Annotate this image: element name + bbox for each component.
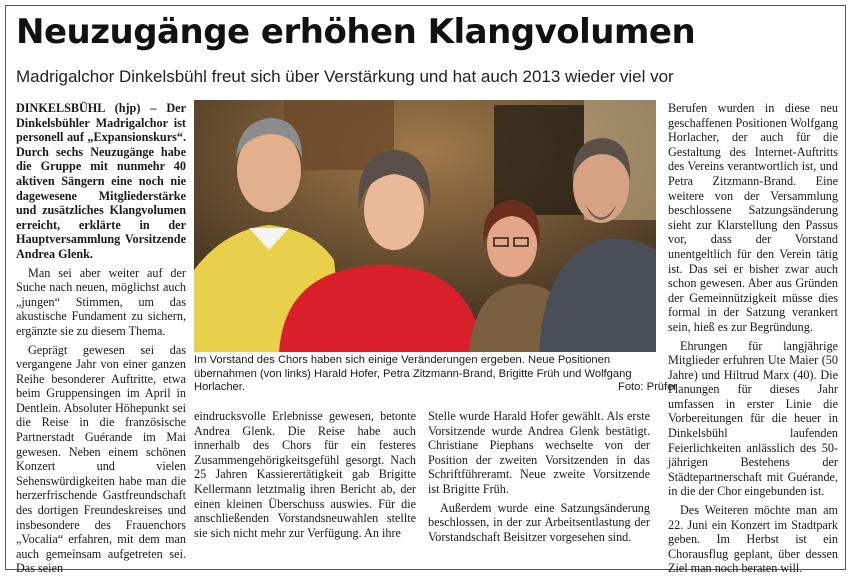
paragraph: eindrucksvolle Erlebnisse gewesen, betonte Andrea Glenk. Die Reise habe auch innerhalb des Chors für ein festeres Zusammengehörigkeitsgefühl gesorgt. Nach 25 Jahren Kassierertätigkeit gab Brigitte Kellermann letztmalig ihren Bericht ab, der einen kleinen Überschuss auswies. Für die anschließenden Vorstandsneuwahlen stellte sie sich nicht mehr zur Verfügung. An ihre <box>194 409 416 540</box>
photo-credit: Foto: Prüfer <box>618 381 678 393</box>
headline: Neuzugänge erhöhen Klangvolumen <box>16 12 696 52</box>
paragraph: Des Weiteren möchte man am 22. Juni ein Konzert im Stadtpark geben. Im Herbst ist ein Chorausflug geplant, über dessen Ziel man noch beraten will. <box>668 503 838 576</box>
board-members-photo <box>194 100 656 352</box>
column-1 <box>16 101 186 580</box>
paragraph: Stelle wurde Harald Hofer gewählt. Als erste Vorsitzende wurde Andrea Glenk bestätigt. Christiane Piephans wechselte von der Position der zweiten Vorsitzenden in das Schriftführeramt. Neue zweite Vorsitzende ist Brigitte Früh. <box>428 409 650 496</box>
column-2 <box>194 409 416 544</box>
paragraph: Außerdem wurde eine Satzungsänderung beschlossen, in der zur Arbeitsentlastung der Vorstandschaft Beisitzer vorgesehen sind. <box>428 500 650 544</box>
paragraph: Man sei aber weiter auf der Suche nach neuen, möglichst auch „jungen“ Stimmen, um das akustische Fundament zu sichern, ergänzte sie zu diesem Thema. <box>16 265 186 338</box>
column-4 <box>668 101 838 580</box>
lead-paragraph: DINKELSBÜHL (hjp) – Der Dinkelsbühler Madrigalchor ist personell auf „Expansionskurs“. Durch sechs Neuzugänge habe die Gruppe mit nunmehr 40 aktiven Sängern eine noch nie dagewesene Mitgliederstärke und zusätzliches Klangvolumen erreicht, erklärte in der Hauptversammlung Vorsitzende Andrea Glenk. <box>16 101 186 261</box>
column-3 <box>428 409 650 548</box>
paragraph: Ehrungen für langjährige Mitglieder erfuhren Ute Maier (50 Jahre) und Hiltrud Marx (40). Die Planungen für dieses Jahr umfassen in erster Linie die Vorbereitungen für die heuer in Dinkelsbühl laufenden Feierlichkeiten anlässlich des 50-jährigen Bestehens der Städtepartnerschaft mit Guérande, in die der Chor eingebunden ist. <box>668 338 838 499</box>
paragraph: Geprägt gewesen sei das vergangene Jahr von einer ganzen Reihe besonderer Auftritte, etwa beim Gruppensingen im April in Dentlein. Absoluter Höhepunkt sei die Reise in die französische Partnerstadt Guérande im Mai gewesen. Neben einem schönen Konzert und vielen Sehenswürdigkeiten habe man die herzerfrischende Gastfreundschaft des dortigen Freundeskreises und insbesondere des Frauenchors „Vocalia“ erfahren, mit dem man auch gemeinsam aufgetreten sei. Das seien <box>16 342 186 576</box>
subheadline: Madrigalchor Dinkelsbühl freut sich über Verstärkung und hat auch 2013 wieder viel vor <box>16 67 674 86</box>
photo-illustration <box>194 100 656 352</box>
paragraph: Berufen wurden in diese neu geschaffenen Positionen Wolfgang Horlacher, der auch für die Gestaltung des Internet-Auftritts des Vereins verantwortlich ist, und Petra Zitzmann-Brand. Eine weitere von der Versammlung beschlossene Satzungsänderung sieht zur Klarstellung den Passus vor, dass der Vorstand unentgeltlich für den Verein tätig ist. Das sei er bisher zwar auch schon gewesen. Aber aus Gründen der Gemeinnützigkeit müsse dies formal in der Satzung verankert sein, hieß es zur Begründung. <box>668 101 838 334</box>
photo-caption: Im Vorstand des Chors haben sich einige Veränderungen ergeben. Neue Positionen übernahmen (von links) Harald Hofer, Petra Zitzmann-Brand, Brigitte Früh und Wolfgang Horlacher. <box>194 354 632 394</box>
